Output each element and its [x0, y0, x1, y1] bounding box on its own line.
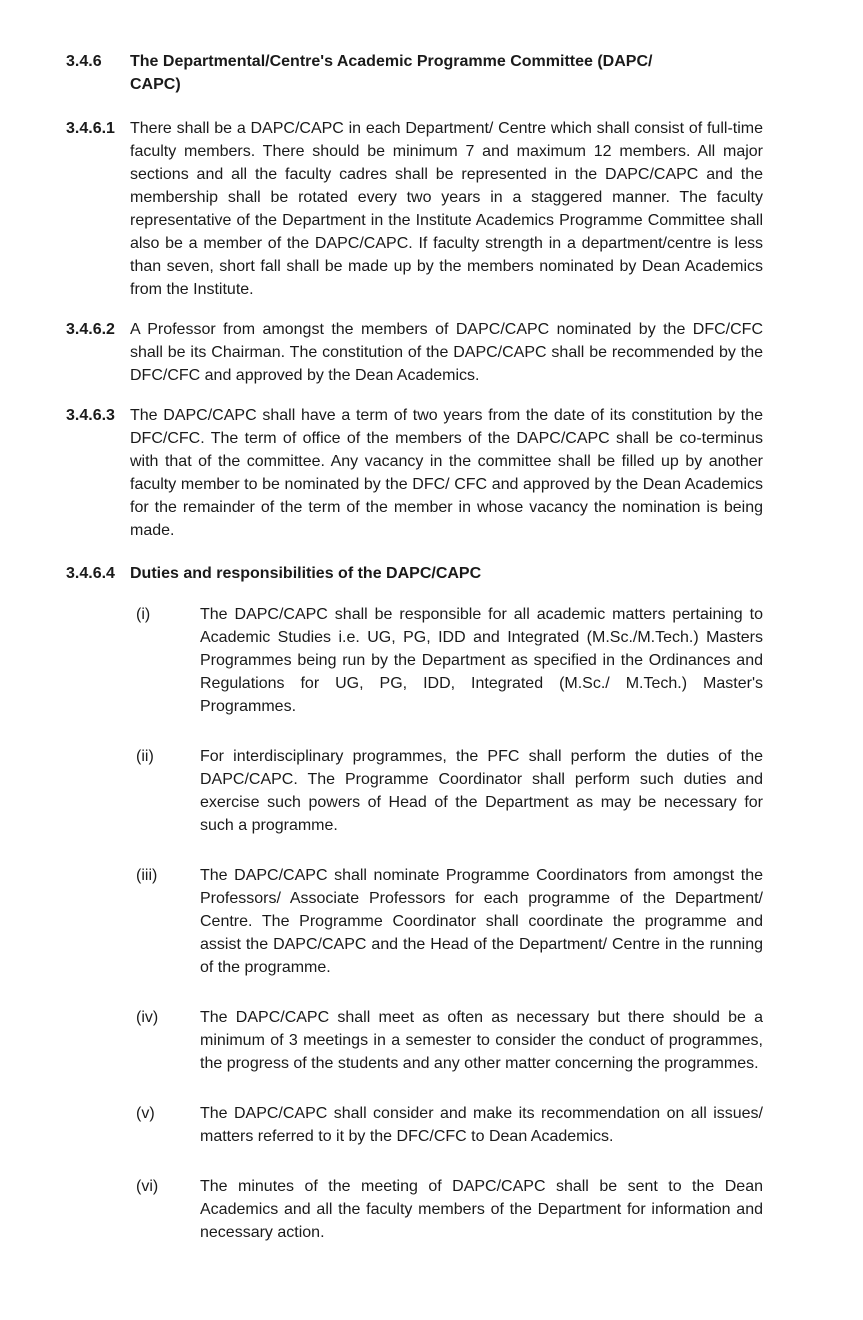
duty-item-iv — [136, 1006, 763, 1075]
clause-3-4-6-1 — [66, 117, 763, 301]
clause-number: 3.4.6.1 — [66, 120, 115, 137]
clause-number: 3.4.6.2 — [66, 321, 115, 338]
duty-text: The minutes of the meeting of DAPC/CAPC shall be sent to the Dean Academics and all the faculty members of the Department for information and necessary action. — [200, 1178, 763, 1241]
duty-label: (iv) — [136, 1009, 159, 1026]
subsection-number: 3.4.6.4 — [66, 565, 115, 582]
section-title-line2: CAPC) — [130, 76, 181, 93]
duty-label: (i) — [136, 606, 151, 623]
subsection-title: Duties and responsibilities of the DAPC/CAPC — [130, 565, 482, 582]
clause-3-4-6-2 — [66, 318, 763, 387]
clause-text: There shall be a DAPC/CAPC in each Department/ Centre which shall consist of full-time faculty members. There should be minimum 7 and maximum 12 members. All major sections and all the faculty cadres shall be represented in the DAPC/CAPC and the membership shall be rotated every two years in a staggered manner. The faculty representative of the Department in the Institute Academics Programme Committee shall also be a member of the DAPC/CAPC. If faculty strength in a department/centre is less than seven, short fall shall be made up by the members nominated by Dean Academics from the Institute. — [130, 120, 763, 298]
clause-3-4-6-3 — [66, 404, 763, 542]
duty-item-i — [136, 603, 763, 718]
clause-text: The DAPC/CAPC shall have a term of two years from the date of its constitution by the DFC/CFC. The term of office of the members of the DAPC/CAPC shall be co-terminus with that of the committee. Any vacancy in the committee shall be filled up by another faculty member to be nominated by the DFC/ CFC and approved by the Dean Academics for the remainder of the term of the member in whose vacancy the nomination is being made. — [130, 407, 763, 539]
duty-label: (iii) — [136, 867, 158, 884]
clause-number: 3.4.6.3 — [66, 407, 115, 424]
section-heading-row — [66, 50, 763, 96]
subsection-heading-row — [66, 562, 763, 585]
section-title-line1: The Departmental/Centre's Academic Programme Committee (DAPC/ — [130, 53, 653, 70]
duty-text: The DAPC/CAPC shall be responsible for all academic matters pertaining to Academic Studies i.e. UG, PG, IDD and Integrated (M.Sc./M.Tech.) Masters Programmes being run by the Department as specified in the Ordinances and Regulations for UG, PG, IDD, Integrated (M.Sc./ M.Tech.) Master's Programmes. — [200, 606, 763, 715]
duty-text: The DAPC/CAPC shall consider and make its recommendation on all issues/ matters referred to it by the DFC/CFC to Dean Academics. — [200, 1105, 763, 1145]
duty-text: For interdisciplinary programmes, the PFC shall perform the duties of the DAPC/CAPC. The Programme Coordinator shall perform such duties and exercise such powers of Head of the Department as may be necessary for such a programme. — [200, 748, 763, 834]
duty-label: (vi) — [136, 1178, 159, 1195]
duty-label: (v) — [136, 1105, 155, 1122]
section-number: 3.4.6 — [66, 53, 102, 70]
duty-item-vi — [136, 1175, 763, 1244]
clause-text: A Professor from amongst the members of DAPC/CAPC nominated by the DFC/CFC shall be its Chairman. The constitution of the DAPC/CAPC shall be recommended by the DFC/CFC and approved by the Dean Academics. — [130, 321, 763, 384]
duty-text: The DAPC/CAPC shall meet as often as necessary but there should be a minimum of 3 meetings in a semester to consider the conduct of programmes, the progress of the students and any other matter concerning the programmes. — [200, 1009, 763, 1072]
duty-text: The DAPC/CAPC shall nominate Programme Coordinators from amongst the Professors/ Associate Professors for each programme of the Department/ Centre. The Programme Coordinator shall coordinate the programme and assist the DAPC/CAPC and the Head of the Department/ Centre in the running of the programme. — [200, 867, 763, 976]
section-title — [130, 50, 763, 96]
duty-item-ii — [136, 745, 763, 837]
duty-item-iii — [136, 864, 763, 979]
duty-item-v — [136, 1102, 763, 1148]
duty-label: (ii) — [136, 748, 154, 765]
